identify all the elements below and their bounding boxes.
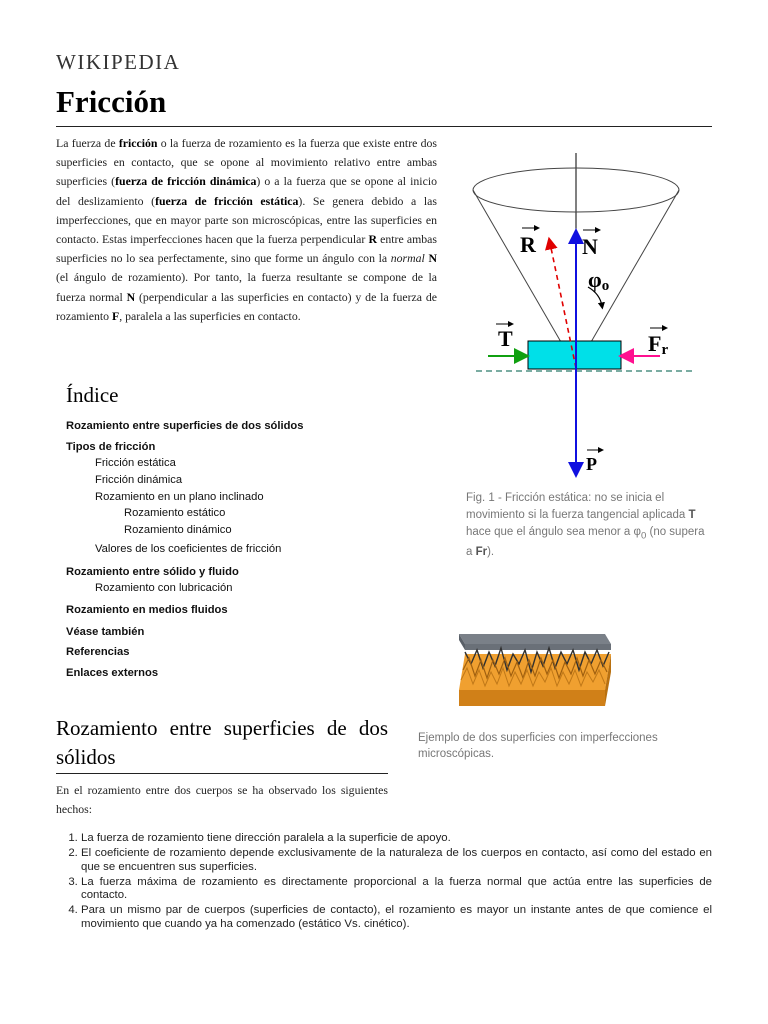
section-divider xyxy=(56,773,388,774)
toc-item[interactable]: Valores de los coeficientes de fricción xyxy=(95,543,282,555)
section-paragraph: En el rozamiento entre dos cuerpos se ha observado los siguientes hechos: xyxy=(56,783,388,816)
list-item: 4. Para un mismo par de cuerpos (superficies de contacto), el rozamiento es mayor un instante antes de que comience el movimiento que cuando ya ha comenzado (estático Vs. cinético). xyxy=(81,904,712,931)
toc-item[interactable]: Rozamiento estático xyxy=(124,507,226,519)
page-title: Fricción xyxy=(56,84,167,119)
toc-item[interactable]: Referencias xyxy=(66,646,130,658)
friction-cone-diagram xyxy=(460,148,700,478)
list-item: 2. El coeficiente de rozamiento depende exclusivamente de la naturaleza de los cuerpos en contacto, así como del estado en que se encuentren sus superficies. xyxy=(81,847,712,874)
list-item: 1. La fuerza de rozamiento tiene dirección paralela a la superficie de apoyo. xyxy=(81,832,712,846)
label-P: P xyxy=(586,454,597,474)
intro-paragraph: La fuerza de fricción o la fuerza de rozamiento es la fuerza que existe entre dos superficies en contacto, que se opone al movimiento relativo entre ambas superficies (fuerza de fricción dinámica) o a la fuerza que se opone al inicio del deslizamiento (fuerza de fricción estática). Se genera debido a las imperfecciones, que en mayor parte son microscópicas, entre las superficies en contacto. Estas imperfecciones hacen que la fuerza perpendicular R entre ambas superficies no lo sea perfectamente, sino que forme un ángulo con la normal N (el ángulo de rozamiento). Por tanto, la fuerza resultante se compone de la fuerza normal N (perpendicular a las superficies en contacto) y de la fuerza de rozamiento F, paralela a las superficies en contacto. xyxy=(56,136,438,323)
label-R: R xyxy=(520,232,536,257)
toc-title: Índice xyxy=(66,383,119,407)
toc-item[interactable]: Rozamiento en medios fluidos xyxy=(66,604,228,616)
toc-item[interactable]: Rozamiento dinámico xyxy=(124,524,232,536)
list-item: 3. La fuerza máxima de rozamiento es directamente proporcional a la fuerza normal que actúa entre las superficies de contacto. xyxy=(81,876,712,903)
label-phi: φo xyxy=(588,267,610,294)
title-divider xyxy=(56,126,712,127)
toc-item[interactable]: Véase también xyxy=(66,626,145,638)
figure-2-caption: Ejemplo de dos superficies con imperfecciones microscópicas. xyxy=(418,732,658,760)
section-heading: Rozamiento entre superficies de dos sólidos xyxy=(56,716,388,769)
toc-item[interactable]: Fricción dinámica xyxy=(95,474,183,486)
toc-item[interactable]: Rozamiento en un plano inclinado xyxy=(95,491,264,503)
wikipedia-logo[interactable]: WIKIPEDIA xyxy=(56,50,181,74)
toc-item[interactable]: Rozamiento entre sólido y fluido xyxy=(66,566,239,578)
toc-item[interactable]: Rozamiento con lubricación xyxy=(95,582,233,594)
label-T: T xyxy=(498,326,513,351)
block xyxy=(528,341,621,369)
toc-item[interactable]: Fricción estática xyxy=(95,457,176,469)
label-N: N xyxy=(582,234,598,259)
facts-list xyxy=(56,832,712,933)
surface-imperfections-image xyxy=(455,630,615,710)
label-Fr: Fr xyxy=(648,331,669,358)
toc-item[interactable]: Rozamiento entre superficies de dos sólidos xyxy=(66,420,304,432)
figure-1-caption: Fig. 1 - Fricción estática: no se inicia el movimiento si la fuerza tangencial aplicada T hace que el ángulo sea menor a $\varphi_0$ (no supera a Fr). xyxy=(466,492,705,559)
toc-item[interactable]: Enlaces externos xyxy=(66,667,159,679)
toc-item[interactable]: Tipos de fricción xyxy=(66,441,156,453)
